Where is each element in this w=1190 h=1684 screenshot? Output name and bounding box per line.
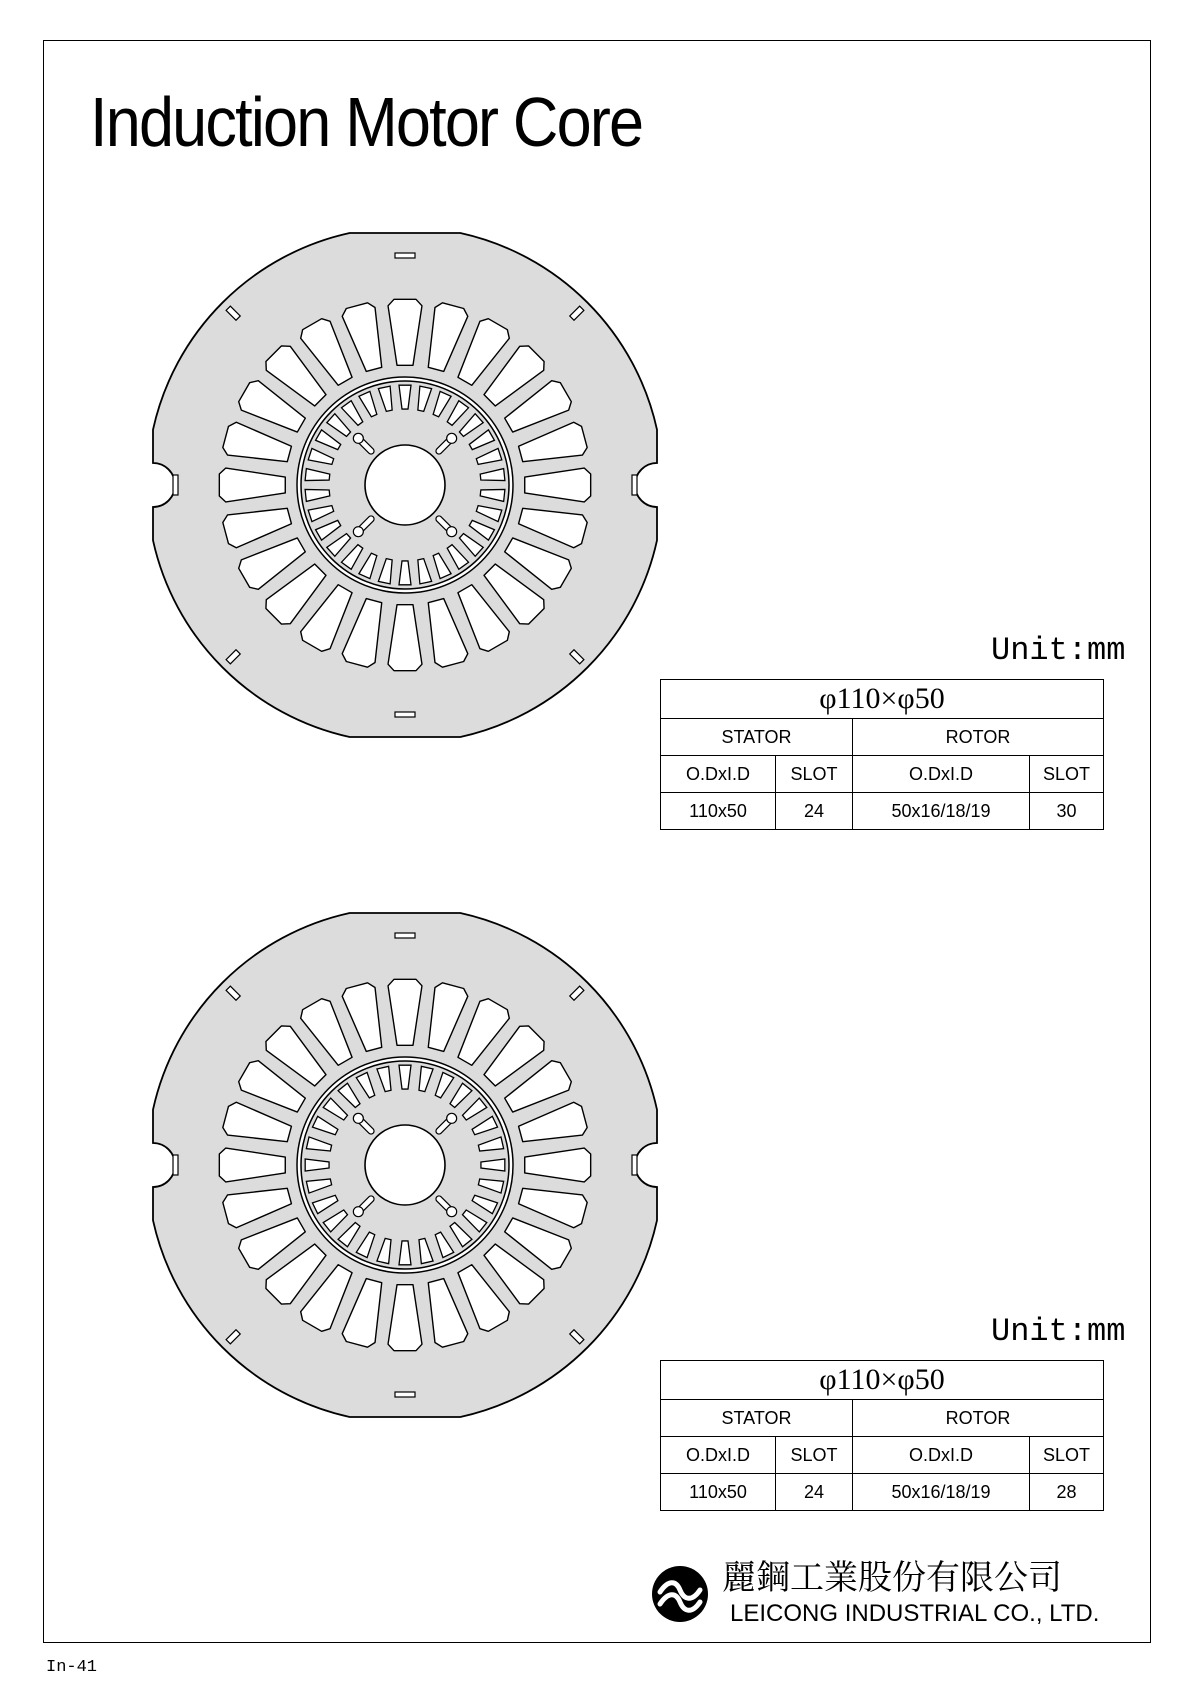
rotor-slot-value: 30 <box>1030 793 1104 830</box>
weld-notch <box>395 933 415 938</box>
unit-label: Unit:mm <box>991 632 1126 669</box>
size-row <box>661 1361 1104 1400</box>
column-header-row <box>661 1437 1104 1474</box>
stator-slot-value: 24 <box>776 1474 853 1511</box>
column-header-row <box>661 756 1104 793</box>
rotor-header: ROTOR <box>853 1400 1104 1437</box>
group-header-row <box>661 1400 1104 1437</box>
weld-notch <box>395 712 415 717</box>
rotor-slot-value: 28 <box>1030 1474 1104 1511</box>
stator-od-id-value: 110x50 <box>661 793 776 830</box>
values-row <box>661 1474 1104 1511</box>
stator-header: STATOR <box>661 1400 853 1437</box>
stator-od-id-value: 110x50 <box>661 1474 776 1511</box>
unit-label: Unit:mm <box>991 1313 1126 1350</box>
stator-slot-header: SLOT <box>776 1437 853 1474</box>
rotor-header: ROTOR <box>853 719 1104 756</box>
size-label: φ110×φ50 <box>661 1361 1104 1400</box>
rotor-slot-header: SLOT <box>1030 756 1104 793</box>
size-row <box>661 680 1104 719</box>
stator-header: STATOR <box>661 719 853 756</box>
spec-table <box>660 679 1104 830</box>
weld-notch <box>632 475 637 495</box>
group-header-row <box>661 719 1104 756</box>
stator-od-id-header: O.DxI.D <box>661 756 776 793</box>
stator-slot-header: SLOT <box>776 756 853 793</box>
size-label: φ110×φ50 <box>661 680 1104 719</box>
company-name-zh: 麗鋼工業股份有限公司 <box>722 1558 1062 1598</box>
values-row <box>661 793 1104 830</box>
rotor-od-id-header: O.DxI.D <box>853 1437 1030 1474</box>
shaft-hole <box>365 445 445 525</box>
rotor-slot-header: SLOT <box>1030 1437 1104 1474</box>
spec-table <box>660 1360 1104 1511</box>
weld-notch <box>395 1392 415 1397</box>
rotor-od-id-value: 50x16/18/19 <box>853 1474 1030 1511</box>
leicong-logo-icon <box>650 1564 710 1624</box>
company-name-en: LEICONG INDUSTRIAL CO., LTD. <box>730 1600 1100 1627</box>
motor-core-drawing-1 <box>140 220 670 750</box>
weld-notch <box>173 475 178 495</box>
company-block <box>650 1550 1100 1630</box>
rotor-od-id-value: 50x16/18/19 <box>853 793 1030 830</box>
page-title: Induction Motor Core <box>90 83 643 161</box>
weld-notch <box>395 253 415 258</box>
shaft-hole <box>365 1125 445 1205</box>
rotor-od-id-header: O.DxI.D <box>853 756 1030 793</box>
stator-slot-value: 24 <box>776 793 853 830</box>
weld-notch <box>173 1155 178 1175</box>
weld-notch <box>632 1155 637 1175</box>
stator-od-id-header: O.DxI.D <box>661 1437 776 1474</box>
document-code: In-41 <box>46 1658 98 1677</box>
motor-core-drawing-2 <box>140 900 670 1430</box>
